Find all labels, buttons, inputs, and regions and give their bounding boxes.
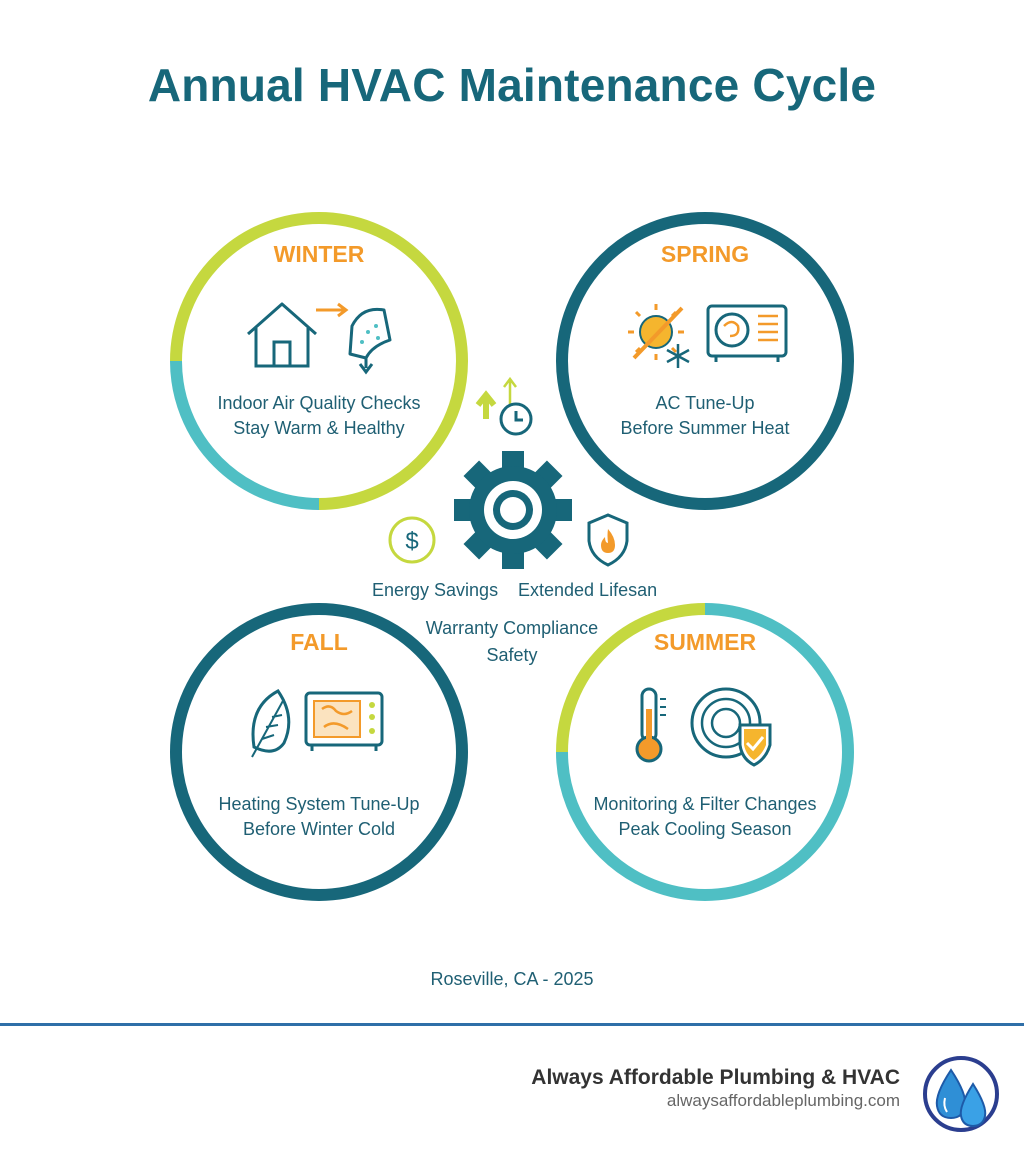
season-spring bbox=[552, 208, 858, 514]
benefit-safety: Safety bbox=[486, 645, 538, 665]
season-name-fall: FALL bbox=[290, 629, 348, 655]
season-line2-fall: Before Winter Cold bbox=[242, 819, 396, 839]
thermometer-icon bbox=[630, 685, 780, 767]
season-line1-winter: Indoor Air Quality Checks bbox=[217, 393, 421, 413]
season-line2-spring: Before Summer Heat bbox=[620, 418, 790, 438]
season-name-winter: WINTER bbox=[273, 241, 365, 267]
clock-arrows-icon bbox=[474, 375, 540, 441]
season-line2-summer: Peak Cooling Season bbox=[618, 819, 792, 839]
season-name-summer: SUMMER bbox=[653, 629, 757, 655]
footer-url: alwaysaffordableplumbing.com bbox=[666, 1091, 900, 1110]
fire-shield-icon bbox=[583, 511, 633, 569]
season-line1-summer: Monitoring & Filter Changes bbox=[593, 794, 817, 814]
benefit-warranty: Warranty Compliance bbox=[425, 618, 599, 638]
gear-icon bbox=[452, 449, 574, 571]
leaf-icon bbox=[244, 687, 394, 763]
season-line2-winter: Stay Warm & Healthy bbox=[233, 418, 405, 438]
season-line1-spring: AC Tune-Up bbox=[655, 393, 755, 413]
benefit-energy-savings: Energy Savings bbox=[372, 580, 499, 600]
svg-text:$: $ bbox=[405, 528, 419, 555]
dollar-icon bbox=[386, 514, 438, 566]
season-winter bbox=[166, 208, 472, 514]
benefit-extended-lifespan: Extended Lifesan bbox=[518, 580, 658, 600]
house-icon bbox=[244, 296, 394, 376]
water-drops-logo-icon bbox=[921, 1054, 1001, 1134]
footer-company-name: Always Affordable Plumbing & HVAC bbox=[531, 1066, 900, 1089]
season-line1-fall: Heating System Tune-Up bbox=[218, 794, 420, 814]
page-title: Annual HVAC Maintenance Cycle bbox=[147, 59, 877, 111]
location-year: Roseville, CA - 2025 bbox=[430, 969, 594, 989]
sun-snowflake-icon bbox=[620, 296, 790, 376]
footer-divider bbox=[0, 1023, 1024, 1026]
season-name-spring: SPRING bbox=[660, 241, 750, 267]
